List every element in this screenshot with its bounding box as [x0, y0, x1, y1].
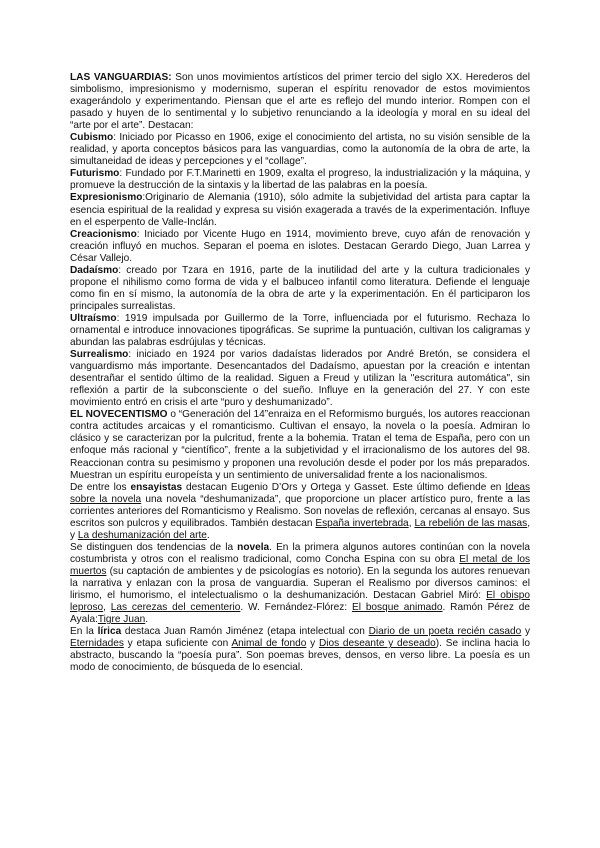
work-title: Animal de fondo	[231, 638, 307, 650]
novela-term: novela	[237, 541, 270, 553]
work-title: Dios deseante y deseado	[318, 638, 436, 650]
expresionismo-term: Expresionismo	[70, 192, 143, 204]
novela-paragraph: Se distinguen dos tendencias de la novela. En la primera algunos autores continúan con la novela costumbrista y otros con el realismo tradicional, como Concha Espina con su obra El metal de los muertos (su captación de ambientes y de psicologías es notorio). En la segunda los autores renuevan la narrativa y enlazan con la prosa de vanguardia. Superan el Realismo por diversos caminos: el lirismo, el humorismo, el intelectualismo o la deshumanización. Destacan Gabriel Miró: El obispo leproso, Las cerezas del cementerio. W. Fernández-Flórez: El bosque animado. Ramón Pérez de Ayala:Tigre Juan.	[70, 541, 531, 626]
novecentismo-term: EL NOVECENTISMO	[70, 409, 168, 421]
work-title: Ideas sobre la novela	[70, 481, 531, 505]
lirica-term: lírica	[97, 626, 122, 638]
creacionismo-term: Creacionismo	[70, 228, 137, 240]
surrealismo-paragraph: Surrealismo: iniciado en 1924 por varios dadaístas liderados por André Bretón, se considera el vanguardismo más importante. Desencantados del Dadaísmo, apuestan por la creación e intentan desentrañar el sentido último de la realidad. Siguen a Freud y utilizan la "escritura automática", sin reflexión a partir de la subconsciente o del sueño. Influye en la generación del 27. Y con este movimiento entró en crisis el arte “puro y deshumanizado”.	[70, 349, 530, 409]
futurismo-term: Futurismo	[70, 168, 120, 180]
intro-paragraph: LAS VANGUARDIAS: Son unos movimientos artísticos del primer tercio del siglo XX. Herederos del simbolismo, impresionismo y modernismo, superan el espíritu renovador de estos movimientos exagerándolo y experimentando. Piensan que el arte es reflejo del mundo interior. Rompen con el pasado y huyen de lo sentimental y lo subjetivo renunciando a la ideología y moral en su ideal del “arte por el arte”. Destacan:	[70, 72, 531, 132]
work-title: Las cerezas del cementerio	[110, 602, 241, 614]
work-title: España invertebrada	[315, 517, 409, 529]
work-title: Eternidades	[70, 638, 124, 650]
cubismo-term: Cubismo	[70, 132, 114, 144]
work-title: Tigre Juan	[97, 614, 146, 626]
expresionismo-paragraph: Expresionismo:Originario de Alemania (1910), sólo admite la subjetividad del artista para captar la esencia espiritual de la realidad y expresa su visión exagerada a través de la experimentación. Influye en el esperpento de Valle-Inclán.	[70, 192, 530, 228]
ensayistas-paragraph: De entre los ensayistas destacan Eugenio D’Ors y Ortega y Gasset. Este último defiende en Ideas sobre la novela una novela “deshumanizada”, que proporcione un placer artístico puro, frente a las corrientes anteriores del Romanticismo y Realismo. Son novelas de reflexión, cercanas al ensayo. Sus escritos son pulcros y equilibrados. También destacan España invertebrada, La rebelión de las masas, y La deshumanización del arte.	[70, 481, 531, 541]
work-title: La rebelión de las masas	[414, 517, 528, 529]
ultraismo-term: Ultraísmo	[70, 312, 117, 324]
work-title: El bosque animado	[351, 602, 443, 614]
work-title: El obispo leproso	[70, 590, 530, 614]
lirica-paragraph: En la lírica destaca Juan Ramón Jiménez (etapa intelectual con Diario de un poeta recién casado y Eternidades y etapa suficiente con Animal de fondo y Dios deseante y deseado). Se inclina hacia lo abstracto, buscando la “poesía pura”. Son poemas breves, densos, en verso libre. La poesía es un modo de conocimiento, de búsqueda de lo esencial.	[70, 626, 531, 674]
surrealismo-term: Surrealismo	[70, 349, 129, 361]
work-title: Diario de un poeta recién casado	[368, 626, 522, 638]
work-title: El metal de los muertos	[70, 553, 531, 577]
creacionismo-paragraph: Creacionismo: Iniciado por Vicente Hugo en 1914, movimiento breve, cuyo afán de renovación y creación influyó en muchos. Separan el poema en islotes. Destacan Gerardo Diego, Juan Larrea y César Vallejo.	[70, 228, 530, 264]
ensayistas-term: ensayistas	[130, 481, 183, 493]
work-title: La deshumanización del arte	[77, 529, 207, 541]
novecentismo-paragraph: EL NOVECENTISMO o “Generación del 14”enraiza en el Reformismo burgués, los autores reaccionan contra actitudes arcaicas y el romanticismo. Cultivan el ensayo, la novela o la poesía. Admiran lo clásico y se caracterizan por la pulcritud, frente a la bohemia. Tratan el tema de España, pero con un enfoque más racional y “científico”, frente a la subjetividad y el irracionalismo de los autores del 98. Reaccionan contra su pesimismo y proponen una revolución desde el poder por los más preparados. Muestran un espíritu europeísta y un sentimiento de universalidad frente a los nacionalismos.	[70, 409, 530, 481]
futurismo-paragraph: Futurismo: Fundado por F.T.Marinetti en 1909, exalta el progreso, la industrialización y la máquina, y promueve la destrucción de la sintaxis y la libertad de las palabras en la poesía.	[70, 168, 530, 192]
cubismo-paragraph: Cubismo: Iniciado por Picasso en 1906, exige el conocimiento del artista, no su visión sensible de la realidad, y aporta conceptos básicos para las vanguardias, como la autonomía de la obra de arte, la simultaneidad de ideas y percepciones y el “collage”.	[70, 132, 530, 168]
dadaismo-paragraph: Dadaísmo: creado por Tzara en 1916, parte de la inutilidad del arte y la cultura tradicionales y propone el nihilismo como forma de vida y el balbuceo infantil como literatura. Defiende el lenguaje como fin en sí mismo, la autonomía de la obra de arte y la experimentación. En él participaron los principales surrealistas.	[70, 264, 530, 312]
document-body	[70, 72, 530, 674]
ultraismo-paragraph: Ultraísmo: 1919 impulsada por Guillermo de la Torre, influenciada por el futurismo. Rechaza lo ornamental e introduce innovaciones tipográficas. Se suprime la puntuación, cultivan los caligramas y abundan las palabras esdrújulas y técnicas.	[70, 312, 530, 349]
intro-heading: LAS VANGUARDIAS:	[70, 72, 172, 83]
dadaismo-term: Dadaísmo	[70, 264, 119, 276]
